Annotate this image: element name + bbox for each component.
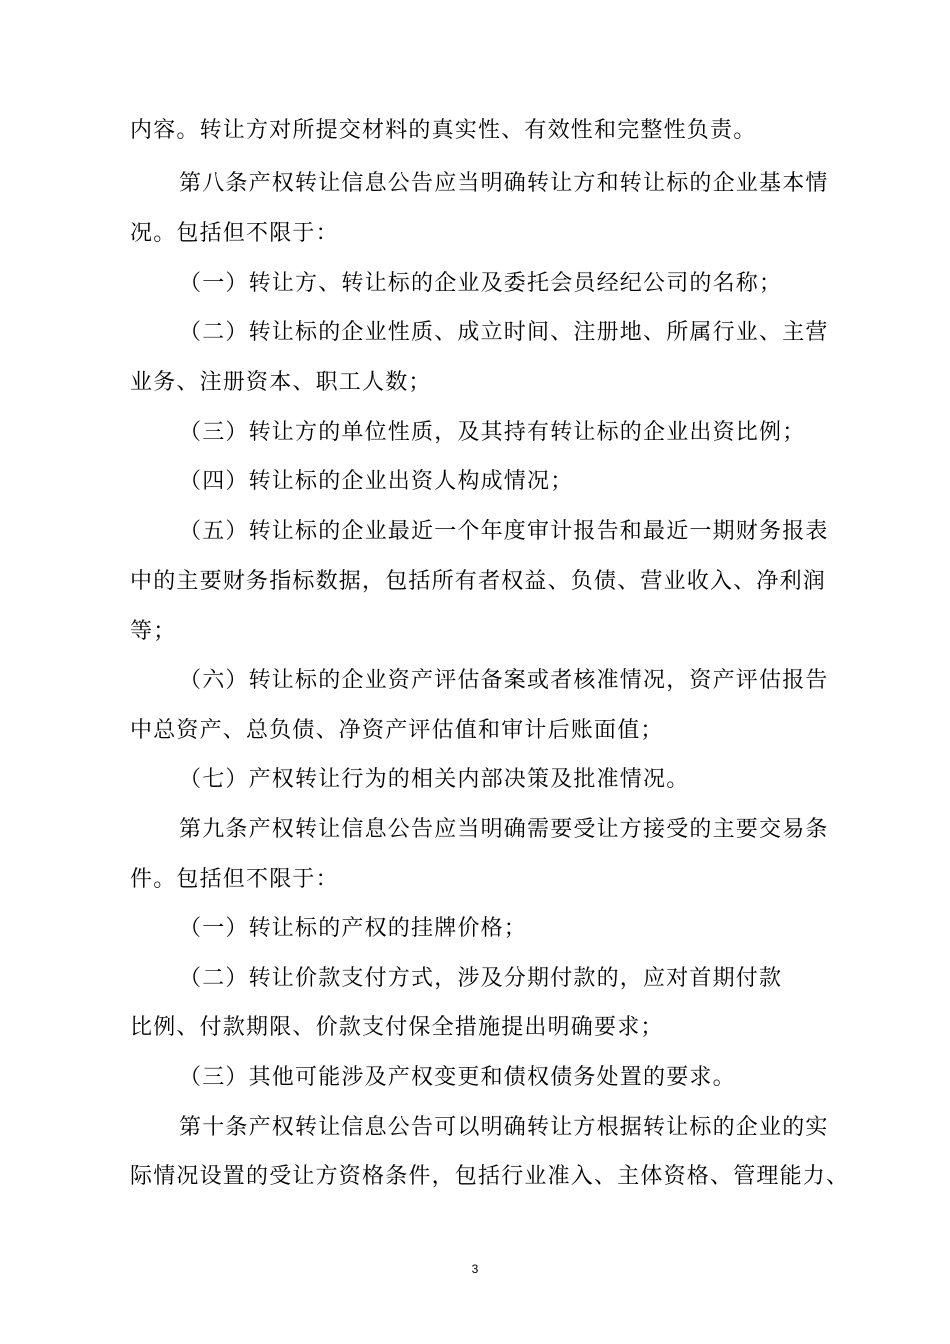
list-item: （五）转让标的企业最近一个年度审计报告和最近一期财务报表 [179, 519, 829, 544]
list-item: （二）转让标的企业性质、成立时间、注册地、所属行业、主营 [179, 320, 829, 345]
text-line: 等； [130, 619, 177, 644]
list-item: （七）产权转让行为的相关内部决策及批准情况。 [179, 767, 690, 792]
text-line: 内容。转让方对所提交材料的真实性、有效性和完整性负责。 [130, 118, 757, 143]
text-line: 中的主要财务指标数据，包括所有者权益、负债、营业收入、净利润 [130, 569, 827, 594]
text-line: 件。包括但不限于： [130, 867, 339, 892]
list-item: （一）转让方、转让标的企业及委托会员经纪公司的名称； [179, 271, 783, 296]
article-9-heading-line: 第九条产权转让信息公告应当明确需要受让方接受的主要交易条 [179, 817, 829, 842]
text-line: 况。包括但不限于： [130, 221, 339, 246]
article-10-heading-line: 第十条产权转让信息公告可以明确转让方根据转让标的企业的实 [179, 1115, 829, 1140]
list-item: （二）转让价款支付方式，涉及分期付款的，应对首期付款 [179, 966, 783, 991]
list-item: （六）转让标的企业资产评估备案或者核准情况，资产评估报告 [179, 668, 829, 693]
list-item: （四）转让标的企业出资人构成情况； [179, 469, 574, 494]
text-line: 中总资产、总负债、净资产评估值和审计后账面值； [130, 718, 664, 743]
list-item: （一）转让标的产权的挂牌价格； [179, 916, 528, 941]
list-item: （三）其他可能涉及产权变更和债权债务处置的要求。 [179, 1065, 736, 1090]
text-line: 比例、付款期限、价款支付保全措施提出明确要求； [130, 1015, 664, 1040]
text-line: 际情况设置的受让方资格条件，包括行业准入、主体资格、管理能力、 [130, 1164, 850, 1189]
list-item: （三）转让方的单位性质，及其持有转让标的企业出资比例； [179, 420, 806, 445]
page-number: 3 [471, 1262, 479, 1276]
text-line: 业务、注册资本、职工人数； [130, 370, 432, 395]
article-8-heading-line: 第八条产权转让信息公告应当明确转让方和转让标的企业基本情 [179, 171, 829, 196]
